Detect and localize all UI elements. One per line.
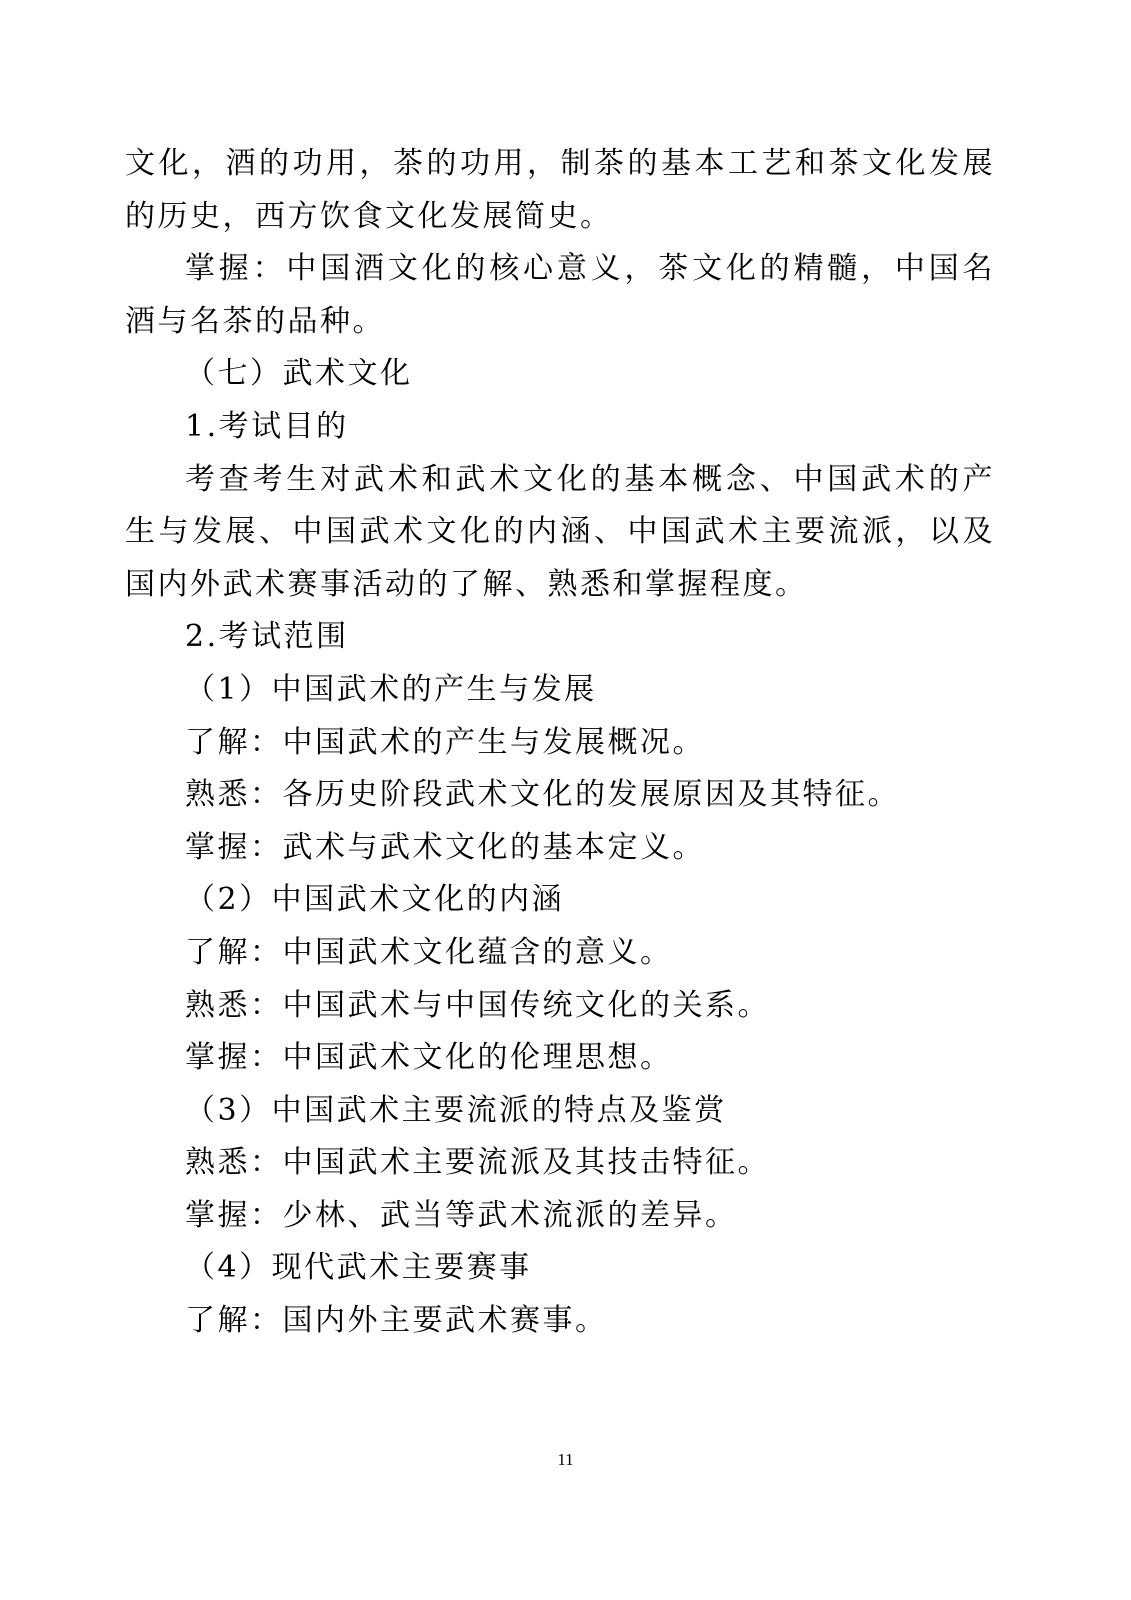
item-2-understand: 了解：中国武术文化蕴含的意义。 — [185, 934, 673, 970]
item-heading-4: （4）现代武术主要赛事 — [185, 1250, 532, 1286]
page-number: 11 — [557, 1450, 574, 1469]
item-4-understand: 了解：国内外主要武术赛事。 — [185, 1303, 608, 1339]
item-3-master: 掌握：少林、武当等武术流派的差异。 — [185, 1197, 738, 1233]
item-1-familiar: 熟悉：各历史阶段武术文化的发展原因及其特征。 — [185, 777, 900, 813]
section-heading-martial-arts: （七）武术文化 — [185, 356, 413, 392]
item-3-familiar: 熟悉：中国武术主要流派及其技击特征。 — [185, 1145, 770, 1181]
subheading-exam-purpose: 1.考试目的 — [185, 408, 349, 444]
subheading-exam-scope: 2.考试范围 — [185, 619, 349, 655]
item-heading-1: （1）中国武术的产生与发展 — [185, 671, 597, 707]
paragraph-exam-purpose: 考查考生对武术和武术文化的基本概念、中国武术的产生与发展、中国武术文化的内涵、中国武术主要流派，以及国内外武术赛事活动的了解、熟悉和掌握程度。 — [125, 461, 995, 602]
paragraph-master-wine-tea: 掌握：中国酒文化的核心意义，茶文化的精髓，中国名酒与名茶的品种。 — [125, 251, 995, 339]
item-2-familiar: 熟悉：中国武术与中国传统文化的关系。 — [185, 987, 770, 1023]
item-heading-3: （3）中国武术主要流派的特点及鉴赏 — [185, 1092, 727, 1128]
item-heading-2: （2）中国武术文化的内涵 — [185, 882, 565, 918]
item-2-master: 掌握：中国武术文化的伦理思想。 — [185, 1040, 673, 1076]
body-text — [125, 138, 995, 1348]
paragraph-continuation: 文化，酒的功用，茶的功用，制茶的基本工艺和茶文化发展的历史，西方饮食文化发展简史。 — [125, 146, 995, 234]
item-1-master: 掌握：武术与武术文化的基本定义。 — [185, 829, 705, 865]
item-1-understand: 了解：中国武术的产生与发展概况。 — [185, 724, 705, 760]
